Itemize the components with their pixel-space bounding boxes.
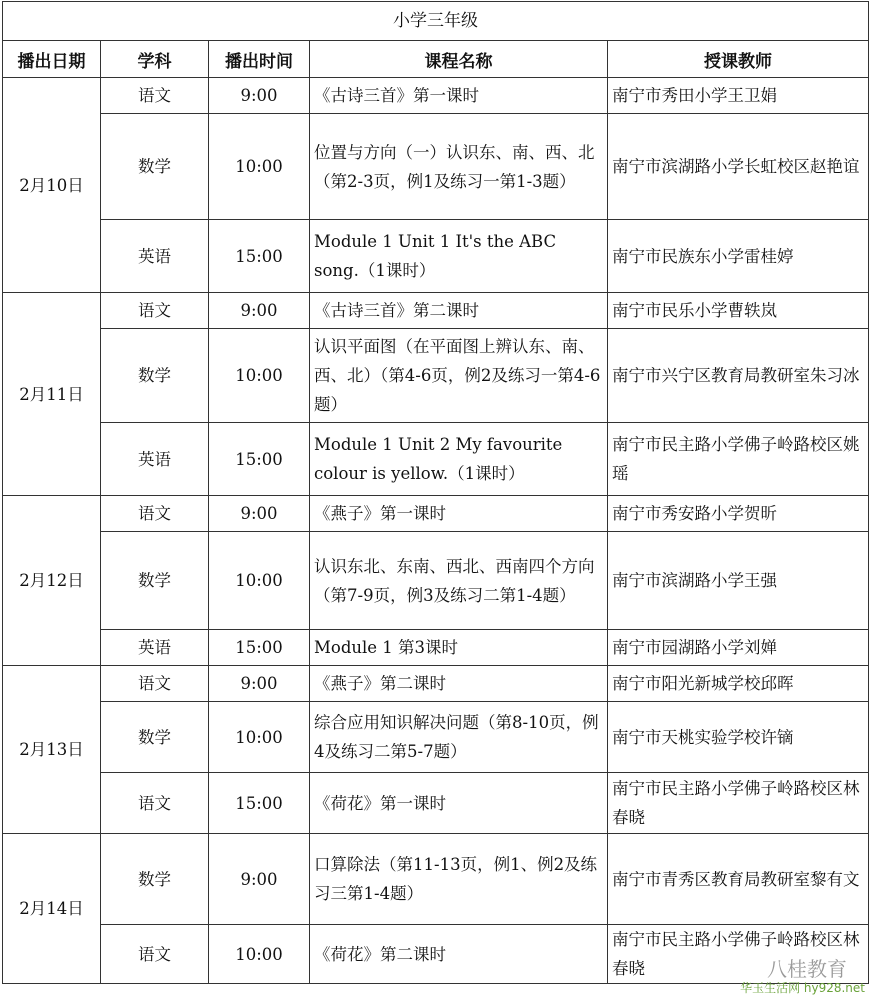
time-cell: 9:00 [209,496,310,532]
teacher-cell: 南宁市青秀区教育局教研室黎有文 [608,834,869,925]
date-cell: 2月10日 [3,78,101,293]
time-cell: 15:00 [209,630,310,666]
table-row [3,423,869,496]
subject-cell: 数学 [101,834,209,925]
date-cell: 2月14日 [3,834,101,984]
subject-cell: 数学 [101,114,209,220]
teacher-cell: 南宁市民乐小学曹轶岚 [608,293,869,329]
table-row [3,78,869,114]
subject-cell: 语文 [101,496,209,532]
course-cell: 《荷花》第二课时 [310,925,608,984]
table-row [3,293,869,329]
table-row [3,532,869,630]
time-cell: 15:00 [209,423,310,496]
table-title: 小学三年级 [3,2,869,41]
course-cell: Module 1 Unit 1 It's the ABC song.（1课时） [310,220,608,293]
teacher-cell: 南宁市天桃实验学校许镝 [608,702,869,773]
table-row [3,220,869,293]
table-row [3,666,869,702]
time-cell: 10:00 [209,702,310,773]
table-row [3,630,869,666]
subject-cell: 语文 [101,293,209,329]
course-cell: 认识东北、东南、西北、西南四个方向（第7-9页，例3及练习二第1-4题） [310,532,608,630]
table-row [3,702,869,773]
time-cell: 10:00 [209,329,310,423]
date-cell: 2月12日 [3,496,101,666]
time-cell: 10:00 [209,532,310,630]
subject-cell: 语文 [101,773,209,834]
schedule-body [3,78,869,984]
title-row [3,2,869,41]
teacher-cell: 南宁市民族东小学雷桂婷 [608,220,869,293]
header-subject: 学科 [101,41,209,78]
subject-cell: 数学 [101,329,209,423]
course-cell: 《燕子》第一课时 [310,496,608,532]
time-cell: 9:00 [209,78,310,114]
schedule-table [2,1,869,984]
teacher-cell: 南宁市兴宁区教育局教研室朱习冰 [608,329,869,423]
header-time: 播出时间 [209,41,310,78]
subject-cell: 语文 [101,666,209,702]
time-cell: 10:00 [209,114,310,220]
teacher-cell: 南宁市秀田小学王卫娟 [608,78,869,114]
table-row [3,114,869,220]
time-cell: 9:00 [209,834,310,925]
course-cell: 口算除法（第11-13页，例1、例2及练习三第1-4题） [310,834,608,925]
course-cell: 《燕子》第二课时 [310,666,608,702]
time-cell: 15:00 [209,773,310,834]
header-row [3,41,869,78]
subject-cell: 语文 [101,78,209,114]
date-cell: 2月13日 [3,666,101,834]
watermark: 华玉生活网 hy928.net [740,981,865,995]
course-cell: 综合应用知识解决问题（第8-10页，例4及练习二第5-7题） [310,702,608,773]
teacher-cell: 南宁市阳光新城学校邱晖 [608,666,869,702]
teacher-cell: 南宁市民主路小学佛子岭路校区林春晓 [608,925,869,984]
header-teacher: 授课教师 [608,41,869,78]
course-cell: Module 1 Unit 2 My favourite colour is yellow.（1课时） [310,423,608,496]
course-cell: 认识平面图（在平面图上辨认东、南、西、北）（第4-6页，例2及练习一第4-6题） [310,329,608,423]
teacher-cell: 南宁市秀安路小学贺昕 [608,496,869,532]
subject-cell: 英语 [101,220,209,293]
course-cell: 《古诗三首》第二课时 [310,293,608,329]
table-row [3,496,869,532]
teacher-cell: 南宁市滨湖路小学王强 [608,532,869,630]
teacher-cell: 南宁市民主路小学佛子岭路校区姚瑶 [608,423,869,496]
watermark-logo-text: 八桂教育 [767,957,847,981]
course-cell: 位置与方向（一）认识东、南、西、北（第2-3页，例1及练习一第1-3题） [310,114,608,220]
subject-cell: 英语 [101,630,209,666]
teacher-cell: 南宁市民主路小学佛子岭路校区林春晓 [608,773,869,834]
subject-cell: 语文 [101,925,209,984]
time-cell: 10:00 [209,925,310,984]
time-cell: 9:00 [209,293,310,329]
table-row [3,773,869,834]
teacher-cell: 南宁市园湖路小学刘婵 [608,630,869,666]
course-cell: 《古诗三首》第一课时 [310,78,608,114]
subject-cell: 英语 [101,423,209,496]
table-row [3,834,869,925]
date-cell: 2月11日 [3,293,101,496]
course-cell: Module 1 第3课时 [310,630,608,666]
subject-cell: 数学 [101,532,209,630]
time-cell: 9:00 [209,666,310,702]
course-cell: 《荷花》第一课时 [310,773,608,834]
header-date: 播出日期 [3,41,101,78]
table-row [3,329,869,423]
subject-cell: 数学 [101,702,209,773]
time-cell: 15:00 [209,220,310,293]
table-row [3,925,869,984]
teacher-cell: 南宁市滨湖路小学长虹校区赵艳谊 [608,114,869,220]
header-course: 课程名称 [310,41,608,78]
